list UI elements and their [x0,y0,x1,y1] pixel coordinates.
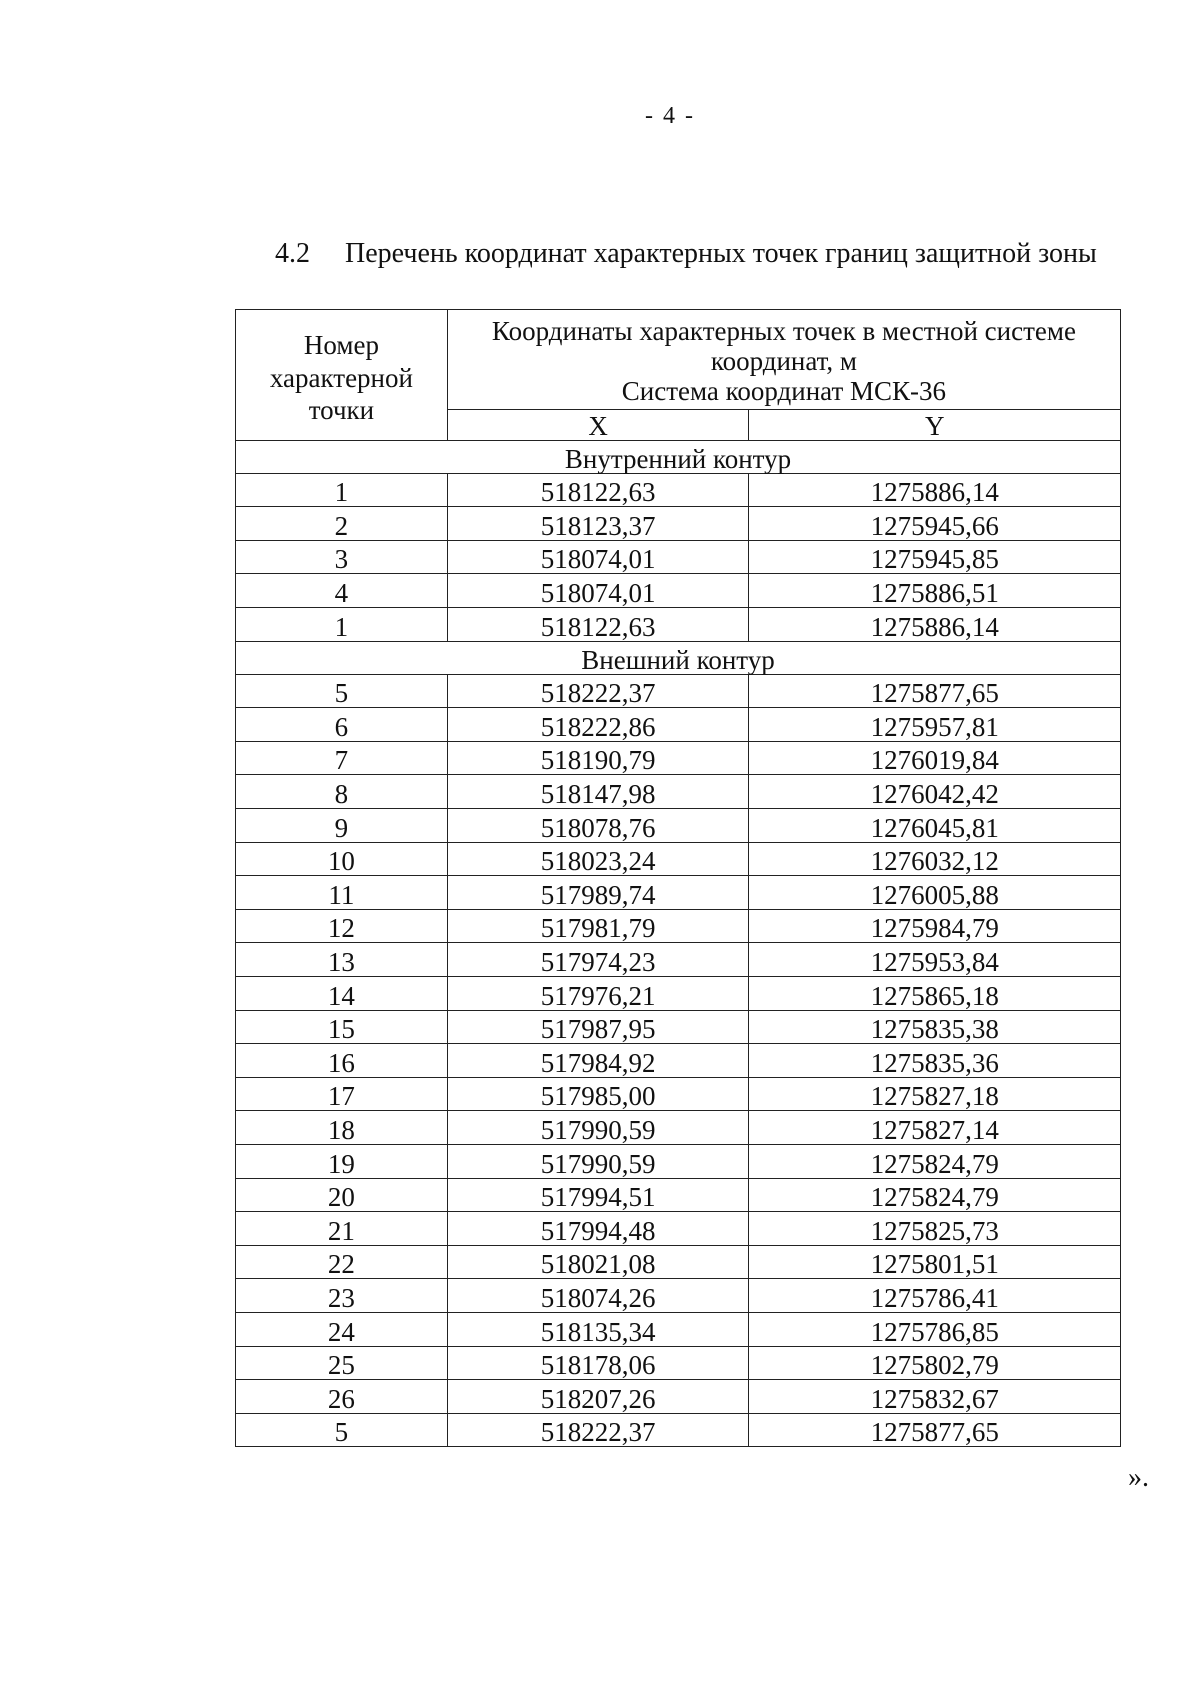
point-number-cell: 2 [236,507,448,541]
x-coordinate-cell: 518222,37 [447,1413,749,1447]
point-number-cell: 9 [236,809,448,843]
table-row [236,1144,1121,1178]
y-coordinate-cell: 1275832,67 [749,1380,1121,1414]
group-row [236,440,1121,473]
table-row [236,775,1121,809]
y-coordinate-cell: 1275945,85 [749,540,1121,574]
x-coordinate-cell: 517994,48 [447,1212,749,1246]
y-coordinate-cell: 1275827,14 [749,1111,1121,1145]
table-body [236,440,1121,1447]
y-coordinate-cell: 1275877,65 [749,1413,1121,1447]
point-number-cell: 16 [236,1044,448,1078]
table-row [236,507,1121,541]
x-coordinate-cell: 518222,37 [447,674,749,708]
x-coordinate-cell: 517989,74 [447,876,749,910]
header-coordinates-title: Координаты характерных точек в местной системе координат, м [491,316,1076,377]
x-coordinate-cell: 517987,95 [447,1010,749,1044]
x-coordinate-cell: 517984,92 [447,1044,749,1078]
table-row [236,574,1121,608]
y-coordinate-cell: 1275886,14 [749,473,1121,507]
table-row [236,842,1121,876]
table-row [236,674,1121,708]
point-number-cell: 24 [236,1312,448,1346]
point-number-cell: 26 [236,1380,448,1414]
y-coordinate-cell: 1276005,88 [749,876,1121,910]
x-coordinate-cell: 518147,98 [447,775,749,809]
table-row [236,1346,1121,1380]
coordinates-table [235,309,1121,1447]
point-number-cell: 7 [236,741,448,775]
y-coordinate-cell: 1275835,36 [749,1044,1121,1078]
point-number-cell: 18 [236,1111,448,1145]
y-coordinate-cell: 1275835,38 [749,1010,1121,1044]
point-number-cell: 1 [236,608,448,642]
point-number-cell: 25 [236,1346,448,1380]
x-coordinate-cell: 517994,51 [447,1178,749,1212]
table-row [236,1312,1121,1346]
y-coordinate-cell: 1275786,85 [749,1312,1121,1346]
point-number-cell: 20 [236,1178,448,1212]
page-number: - 4 - [645,103,695,129]
point-number-cell: 12 [236,909,448,943]
point-number-cell: 21 [236,1212,448,1246]
group-row [236,641,1121,674]
point-number-cell: 4 [236,574,448,608]
point-number-cell: 23 [236,1279,448,1313]
point-number-cell: 6 [236,708,448,742]
y-coordinate-cell: 1276042,42 [749,775,1121,809]
section-heading [275,238,1097,270]
x-coordinate-cell: 517976,21 [447,977,749,1011]
point-number-cell: 15 [236,1010,448,1044]
y-coordinate-cell: 1275984,79 [749,909,1121,943]
y-coordinate-cell: 1275801,51 [749,1245,1121,1279]
x-coordinate-cell: 518074,01 [447,540,749,574]
point-number-cell: 11 [236,876,448,910]
x-coordinate-cell: 517981,79 [447,909,749,943]
table-row [236,1380,1121,1414]
table-row [236,1245,1121,1279]
y-coordinate-cell: 1275877,65 [749,674,1121,708]
table-row [236,608,1121,642]
x-coordinate-cell: 518023,24 [447,842,749,876]
header-x: X [447,409,749,440]
y-coordinate-cell: 1275825,73 [749,1212,1121,1246]
point-number-cell: 5 [236,674,448,708]
point-number-cell: 3 [236,540,448,574]
y-coordinate-cell: 1275786,41 [749,1279,1121,1313]
x-coordinate-cell: 517990,59 [447,1111,749,1145]
x-coordinate-cell: 518122,63 [447,608,749,642]
section-title: Перечень координат характерных точек границ защитной зоны [345,238,1097,269]
y-coordinate-cell: 1276019,84 [749,741,1121,775]
section-number: 4.2 [275,238,310,269]
x-coordinate-cell: 517990,59 [447,1144,749,1178]
x-coordinate-cell: 518178,06 [447,1346,749,1380]
x-coordinate-cell: 518021,08 [447,1245,749,1279]
x-coordinate-cell: 518074,01 [447,574,749,608]
point-number-cell: 10 [236,842,448,876]
y-coordinate-cell: 1275827,18 [749,1077,1121,1111]
table-row [236,1212,1121,1246]
y-coordinate-cell: 1275824,79 [749,1178,1121,1212]
header-y: Y [749,409,1121,440]
point-number-cell: 19 [236,1144,448,1178]
x-coordinate-cell: 518122,63 [447,473,749,507]
group-title: Внешний контур [236,641,1121,674]
header-coordinate-system: Система координат МСК-36 [621,376,947,407]
x-coordinate-cell: 518190,79 [447,741,749,775]
table-row [236,1010,1121,1044]
y-coordinate-cell: 1276045,81 [749,809,1121,843]
table-row [236,473,1121,507]
table-row [236,809,1121,843]
point-number-cell: 17 [236,1077,448,1111]
y-coordinate-cell: 1275824,79 [749,1144,1121,1178]
y-coordinate-cell: 1275802,79 [749,1346,1121,1380]
table-row [236,741,1121,775]
table-row [236,1077,1121,1111]
x-coordinate-cell: 518207,26 [447,1380,749,1414]
y-coordinate-cell: 1275886,14 [749,608,1121,642]
point-number-cell: 8 [236,775,448,809]
x-coordinate-cell: 517974,23 [447,943,749,977]
y-coordinate-cell: 1276032,12 [749,842,1121,876]
y-coordinate-cell: 1275945,66 [749,507,1121,541]
group-title: Внутренний контур [236,440,1121,473]
x-coordinate-cell: 518222,86 [447,708,749,742]
table-row [236,909,1121,943]
header-point-number: Номер характерной точки [236,310,448,441]
table-row [236,977,1121,1011]
table-row [236,708,1121,742]
point-number-cell: 14 [236,977,448,1011]
y-coordinate-cell: 1275886,51 [749,574,1121,608]
table-row [236,1413,1121,1447]
table-row [236,1279,1121,1313]
table-row [236,1044,1121,1078]
y-coordinate-cell: 1275865,18 [749,977,1121,1011]
x-coordinate-cell: 518078,76 [447,809,749,843]
point-number-cell: 22 [236,1245,448,1279]
x-coordinate-cell: 518135,34 [447,1312,749,1346]
x-coordinate-cell: 517985,00 [447,1077,749,1111]
point-number-cell: 13 [236,943,448,977]
y-coordinate-cell: 1275957,81 [749,708,1121,742]
x-coordinate-cell: 518074,26 [447,1279,749,1313]
point-number-cell: 5 [236,1413,448,1447]
table-row [236,876,1121,910]
x-coordinate-cell: 518123,37 [447,507,749,541]
table-row [236,540,1121,574]
point-number-cell: 1 [236,473,448,507]
table-row [236,943,1121,977]
table-row [236,1178,1121,1212]
table-row [236,1111,1121,1145]
header-coordinates [447,310,1120,410]
closing-quote: ». [1128,1462,1149,1493]
y-coordinate-cell: 1275953,84 [749,943,1121,977]
